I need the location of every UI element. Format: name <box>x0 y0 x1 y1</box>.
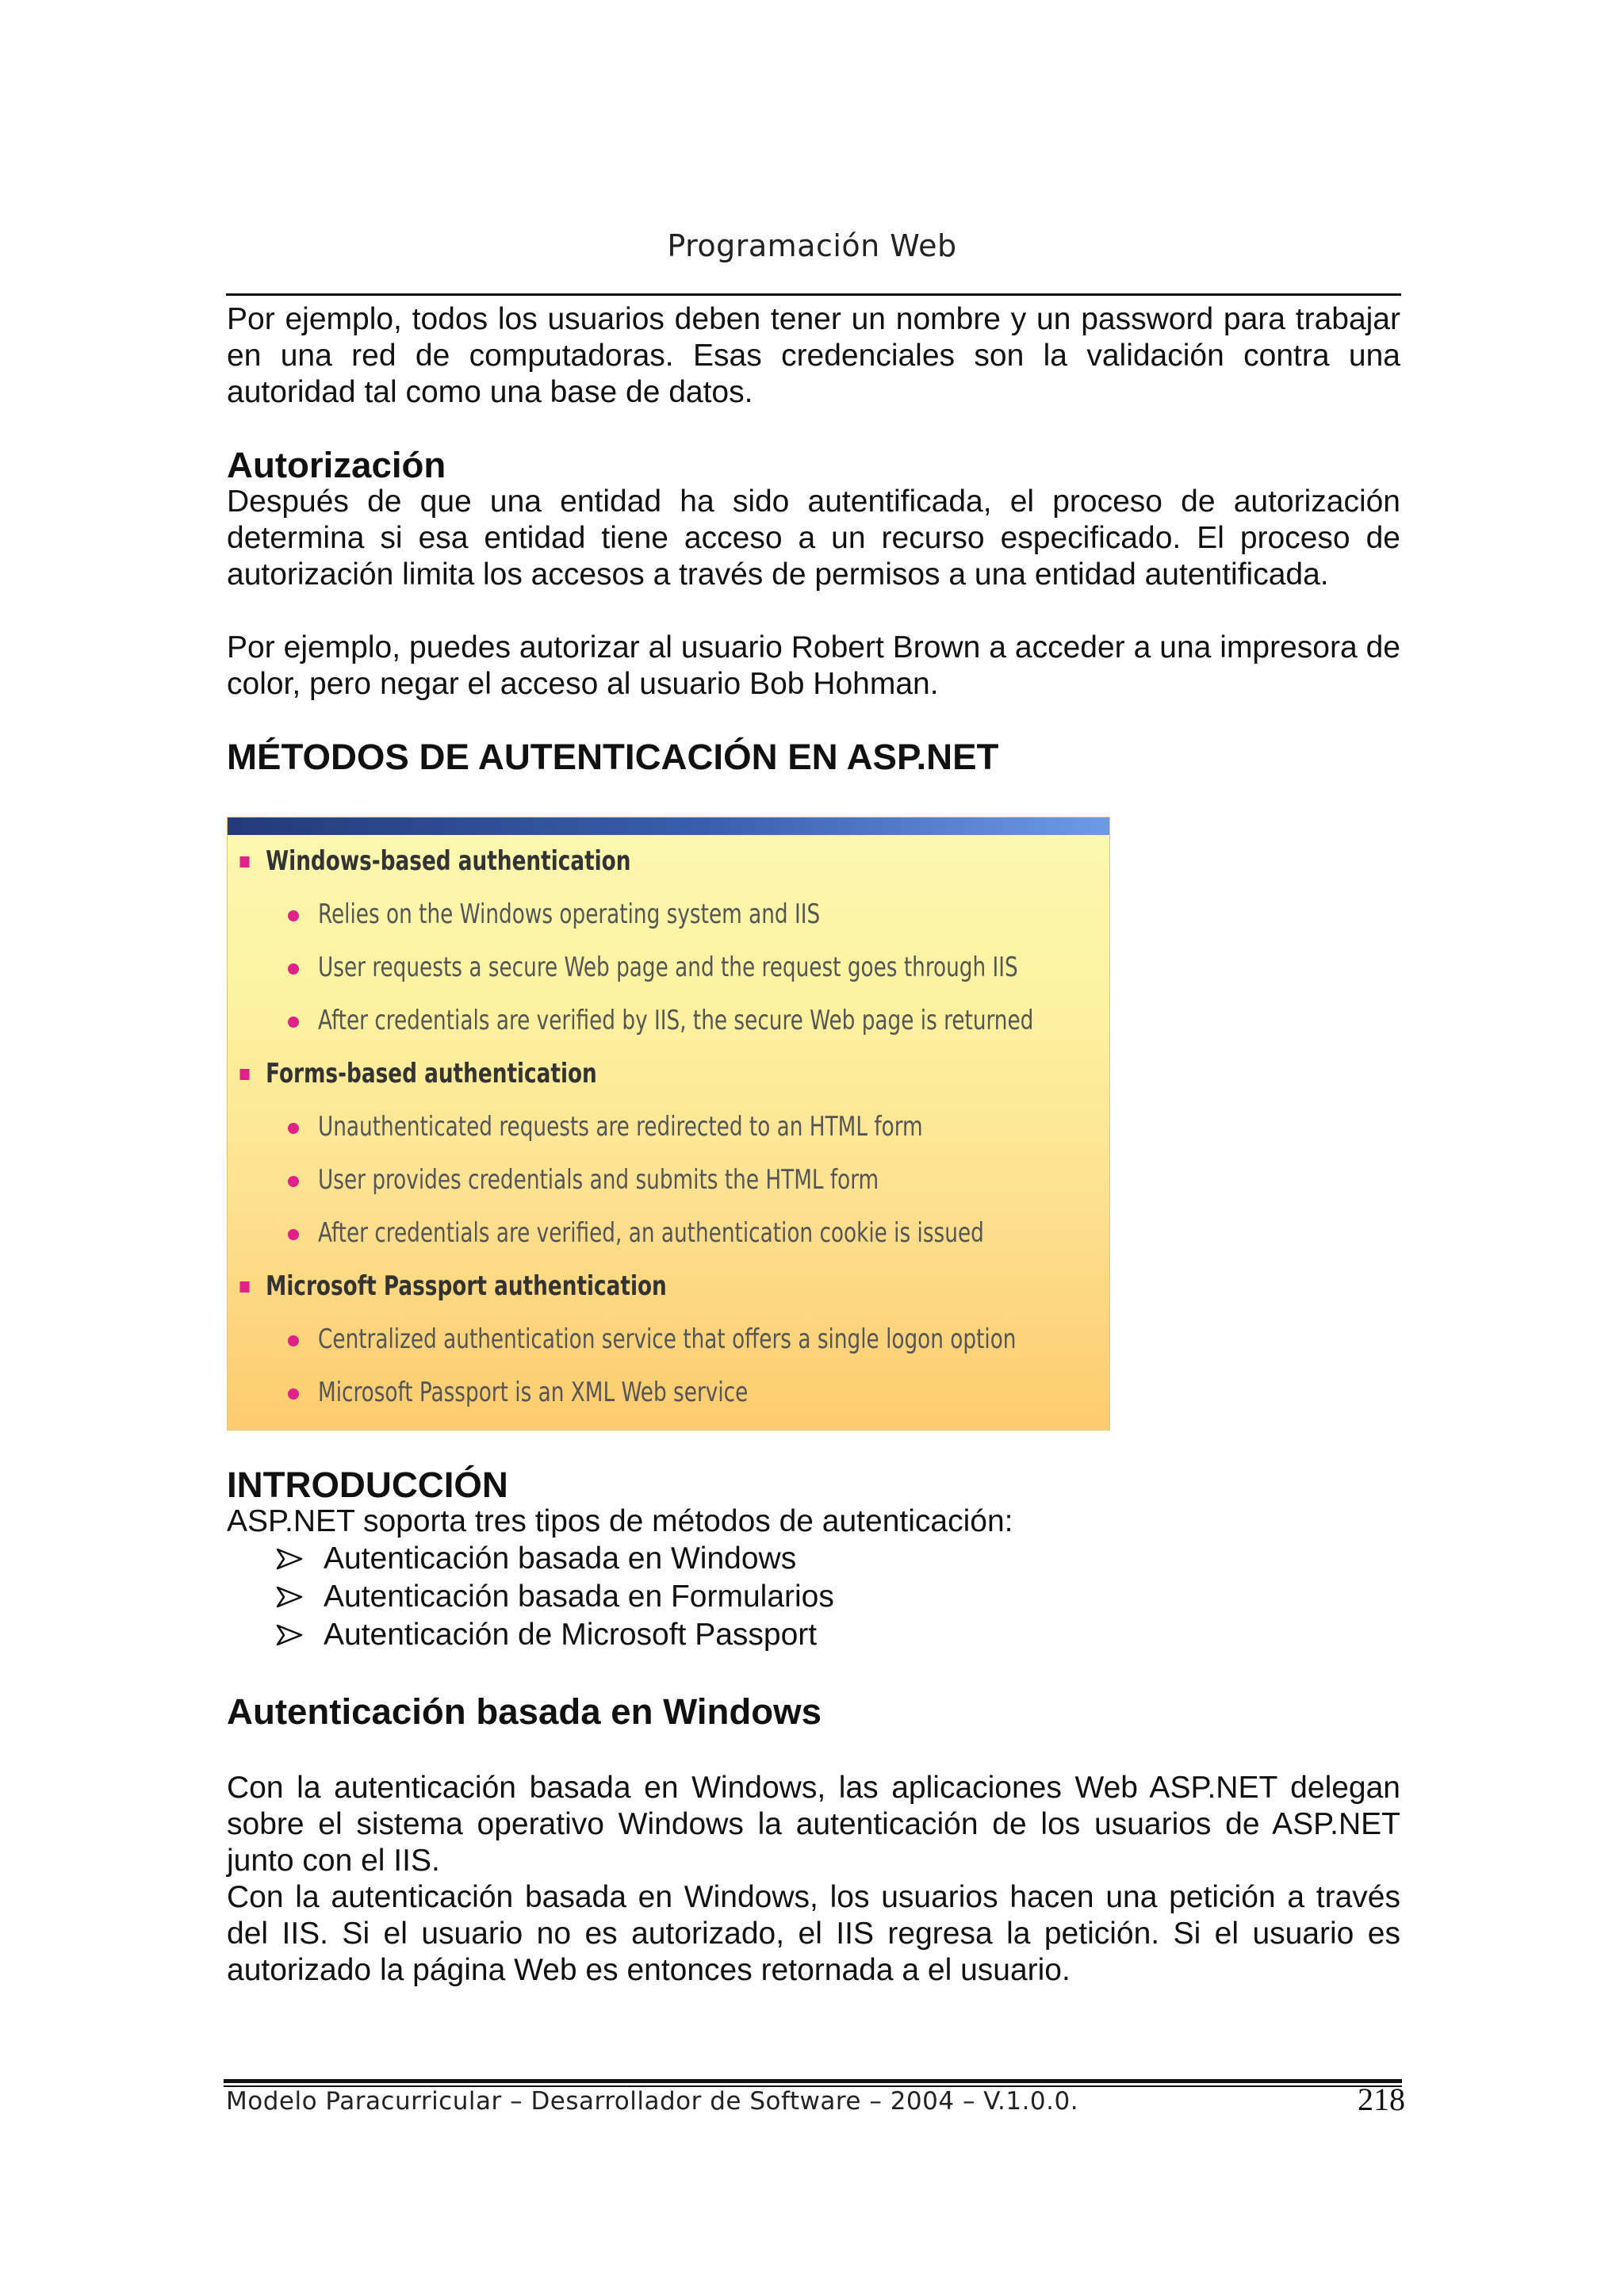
slide-sub-item-text: Microsoft Passport is an XML Web service <box>318 1377 749 1408</box>
list-item <box>276 1578 1400 1616</box>
slide-sub-item <box>228 994 1109 1047</box>
page-number: 218 <box>1358 2081 1405 2117</box>
slide-sub-item-text: User requests a secure Web page and the request goes through IIS <box>318 952 1018 983</box>
slide-sub-list <box>228 1313 1109 1419</box>
slide-section-title-text: Microsoft Passport authentication <box>266 1270 667 1302</box>
page-content <box>227 301 1400 1989</box>
slide-sub-list <box>228 1101 1109 1260</box>
list-item-text: Autenticación de Microsoft Passport <box>324 1618 818 1652</box>
round-bullet-icon <box>288 1388 299 1400</box>
slide-section-title-text: Windows-based authentication <box>266 845 631 877</box>
auth-methods-list <box>227 1540 1400 1654</box>
slide-sub-item-text: Centralized authentication service that offers a single logon option <box>318 1323 1017 1355</box>
slide-sub-item <box>228 1154 1109 1207</box>
slide-sub-item-text: After credentials are verified by IIS, the secure Web page is returned <box>318 1005 1034 1036</box>
slide-sub-item-text: Relies on the Windows operating system and IIS <box>318 898 821 930</box>
round-bullet-icon <box>288 963 299 975</box>
arrowhead-bullet-icon <box>276 1624 303 1646</box>
list-item-text: Autenticación basada en Formularios <box>324 1580 834 1614</box>
round-bullet-icon <box>288 1017 299 1028</box>
slide-sub-item-text: After credentials are verified, an authentication cookie is issued <box>318 1217 984 1249</box>
paragraph-credentials: Por ejemplo, todos los usuarios deben tener un nombre y un password para trabajar en una red de computadoras. Esas credenciales son la validación contra una autoridad tal como una base de datos. <box>227 302 1400 409</box>
slide-sub-item <box>228 1207 1109 1260</box>
slide-section-title <box>228 835 986 888</box>
list-item-text: Autenticación basada en Windows <box>324 1541 797 1576</box>
paragraph-autorizacion: Después de que una entidad ha sido autentificada, el proceso de autorización determina si esa entidad tiene acceso a un recurso especificado. El proceso de autorización limita los accesos a través de permisos a una entidad autentificada. <box>227 484 1400 592</box>
slide-section-title-text: Forms-based authentication <box>266 1058 597 1090</box>
slide-sub-item <box>228 1101 1109 1154</box>
list-item <box>276 1540 1400 1578</box>
round-bullet-icon <box>288 1335 299 1346</box>
paragraph-introduccion: ASP.NET soporta tres tipos de métodos de autenticación: <box>227 1504 1013 1538</box>
slide-sub-item <box>228 1313 1109 1366</box>
slide-sub-item <box>228 941 1109 994</box>
slide-section <box>228 835 1109 1047</box>
slide-section-title <box>228 1047 986 1101</box>
round-bullet-icon <box>288 1123 299 1134</box>
paragraph-windows-auth-1: Con la autenticación basada en Windows, las aplicaciones Web ASP.NET delegan sobre el sistema operativo Windows la autenticación de los usuarios de ASP.NET junto con el IIS. <box>227 1771 1400 1878</box>
heading-introduccion: INTRODUCCIÓN <box>227 1465 508 1505</box>
heading-autorizacion: Autorización <box>227 445 446 485</box>
slide-sub-item-text: Unauthenticated requests are redirected to an HTML form <box>318 1111 923 1143</box>
heading-windows-auth: Autenticación basada en Windows <box>227 1691 822 1732</box>
slide-sub-item <box>228 888 1109 941</box>
arrowhead-bullet-icon <box>276 1586 303 1608</box>
square-bullet-icon <box>239 1069 249 1080</box>
slide-title-bar <box>228 818 1109 835</box>
heading-metodos: MÉTODOS DE AUTENTICACIÓN EN ASP.NET <box>227 737 999 777</box>
round-bullet-icon <box>288 1229 299 1240</box>
footer-divider <box>224 2079 1402 2083</box>
square-bullet-icon <box>239 856 249 867</box>
slide-sections <box>228 835 1109 1419</box>
slide-section <box>228 1260 1109 1419</box>
page-header-title: Programación Web <box>667 228 957 263</box>
list-item <box>276 1616 1400 1654</box>
slide-image <box>227 817 1110 1430</box>
slide-sub-item <box>228 1366 1109 1419</box>
header-divider <box>226 293 1401 296</box>
arrowhead-bullet-icon <box>276 1548 303 1570</box>
round-bullet-icon <box>288 1176 299 1187</box>
slide-sub-item-text: User provides credentials and submits the HTML form <box>318 1164 879 1196</box>
slide-sub-list <box>228 888 1109 1047</box>
round-bullet-icon <box>288 910 299 921</box>
paragraph-windows-auth-2: Con la autenticación basada en Windows, los usuarios hacen una petición a través del IIS. Si el usuario no es autorizado, el IIS regresa la petición. Si el usuario es autorizado la página Web es entonces retornada a el usuario. <box>227 1880 1400 1987</box>
paragraph-ejemplo: Por ejemplo, puedes autorizar al usuario Robert Brown a acceder a una impresora de color, pero negar el acceso al usuario Bob Hohman. <box>227 630 1400 701</box>
slide-section <box>228 1047 1109 1260</box>
square-bullet-icon <box>239 1281 249 1293</box>
slide-section-title <box>228 1260 986 1313</box>
footer-text: Modelo Paracurricular – Desarrollador de Software – 2004 – V.1.0.0. <box>226 2087 1079 2116</box>
